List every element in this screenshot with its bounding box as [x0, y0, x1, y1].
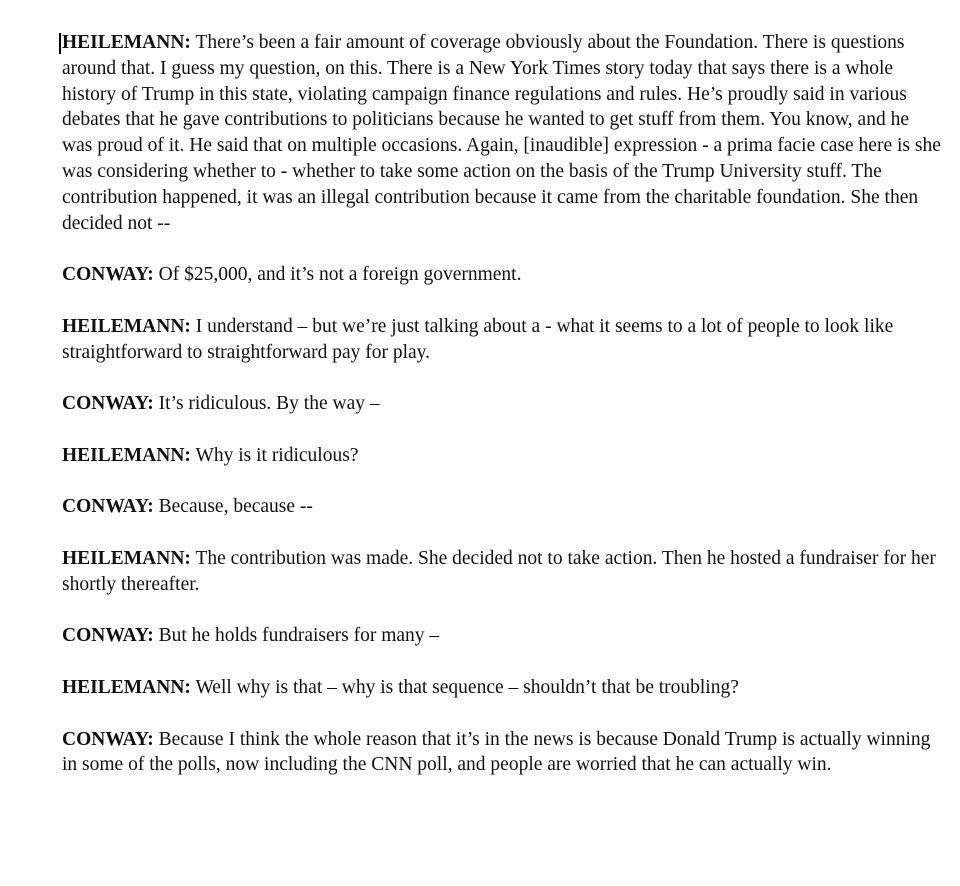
transcript-paragraph	[62, 623, 942, 649]
speech-text: Because, because --	[153, 496, 313, 518]
speech-text: But he holds fundraisers for many –	[153, 625, 440, 647]
transcript-document	[62, 30, 942, 804]
speech-text: Because I think the whole reason that it’s in the news is because Donald Trump is actually winning in some of the polls, now including the CNN poll, and people are worried that he can actually win.	[62, 728, 931, 776]
text-cursor	[59, 33, 61, 54]
speech-text: Of $25,000, and it’s not a foreign government.	[153, 264, 522, 286]
transcript-paragraph	[62, 675, 942, 701]
speaker-label: HEILEMANN:	[62, 315, 191, 337]
transcript-paragraph	[62, 30, 942, 236]
speaker-label: HEILEMANN:	[62, 32, 191, 53]
speaker-label: CONWAY:	[62, 393, 154, 415]
speech-text: I understand – but we’re just talking about a - what it seems to a lot of people to look like straightforward to straightforward pay for play.	[62, 315, 894, 363]
speaker-label: HEILEMANN:	[62, 547, 191, 569]
speaker-label: CONWAY:	[62, 625, 154, 647]
transcript-paragraph	[62, 391, 942, 417]
transcript-paragraph	[62, 494, 942, 520]
transcript-paragraph	[62, 262, 942, 288]
speech-text: There’s been a fair amount of coverage obviously about the Foundation. There is questions around that. I guess my question, on this. There is a New York Times story today that says there is a whole history of Trump in this state, violating campaign finance regulations and rules. He’s proudly said in various debates that he gave contributions to politicians because he wanted to get stuff from them. You know, and he was proud of it. He said that on multiple occasions. Again, [inaudible] expression - a prima facie case here is she was considering whether to - whether to take some action on the basis of the Trump University stuff. The contribution happened, it was an illegal contribution because it came from the charitable foundation. She then decided not --	[62, 32, 941, 234]
speech-text: It’s ridiculous. By the way –	[153, 393, 380, 415]
speech-text: The contribution was made. She decided not to take action. Then he hosted a fundraiser for her shortly thereafter.	[62, 547, 936, 595]
speaker-label: HEILEMANN:	[62, 676, 191, 698]
transcript-paragraph	[62, 443, 942, 469]
speaker-label: CONWAY:	[62, 728, 154, 750]
speaker-label: CONWAY:	[62, 264, 154, 286]
speaker-label: CONWAY:	[62, 496, 154, 518]
transcript-paragraph	[62, 546, 942, 598]
speech-text: Well why is that – why is that sequence – shouldn’t that be troubling?	[190, 676, 739, 698]
speaker-label: HEILEMANN:	[62, 444, 191, 466]
speech-text: Why is it ridiculous?	[190, 444, 359, 466]
transcript-paragraph	[62, 314, 942, 366]
transcript-paragraph	[62, 727, 942, 779]
